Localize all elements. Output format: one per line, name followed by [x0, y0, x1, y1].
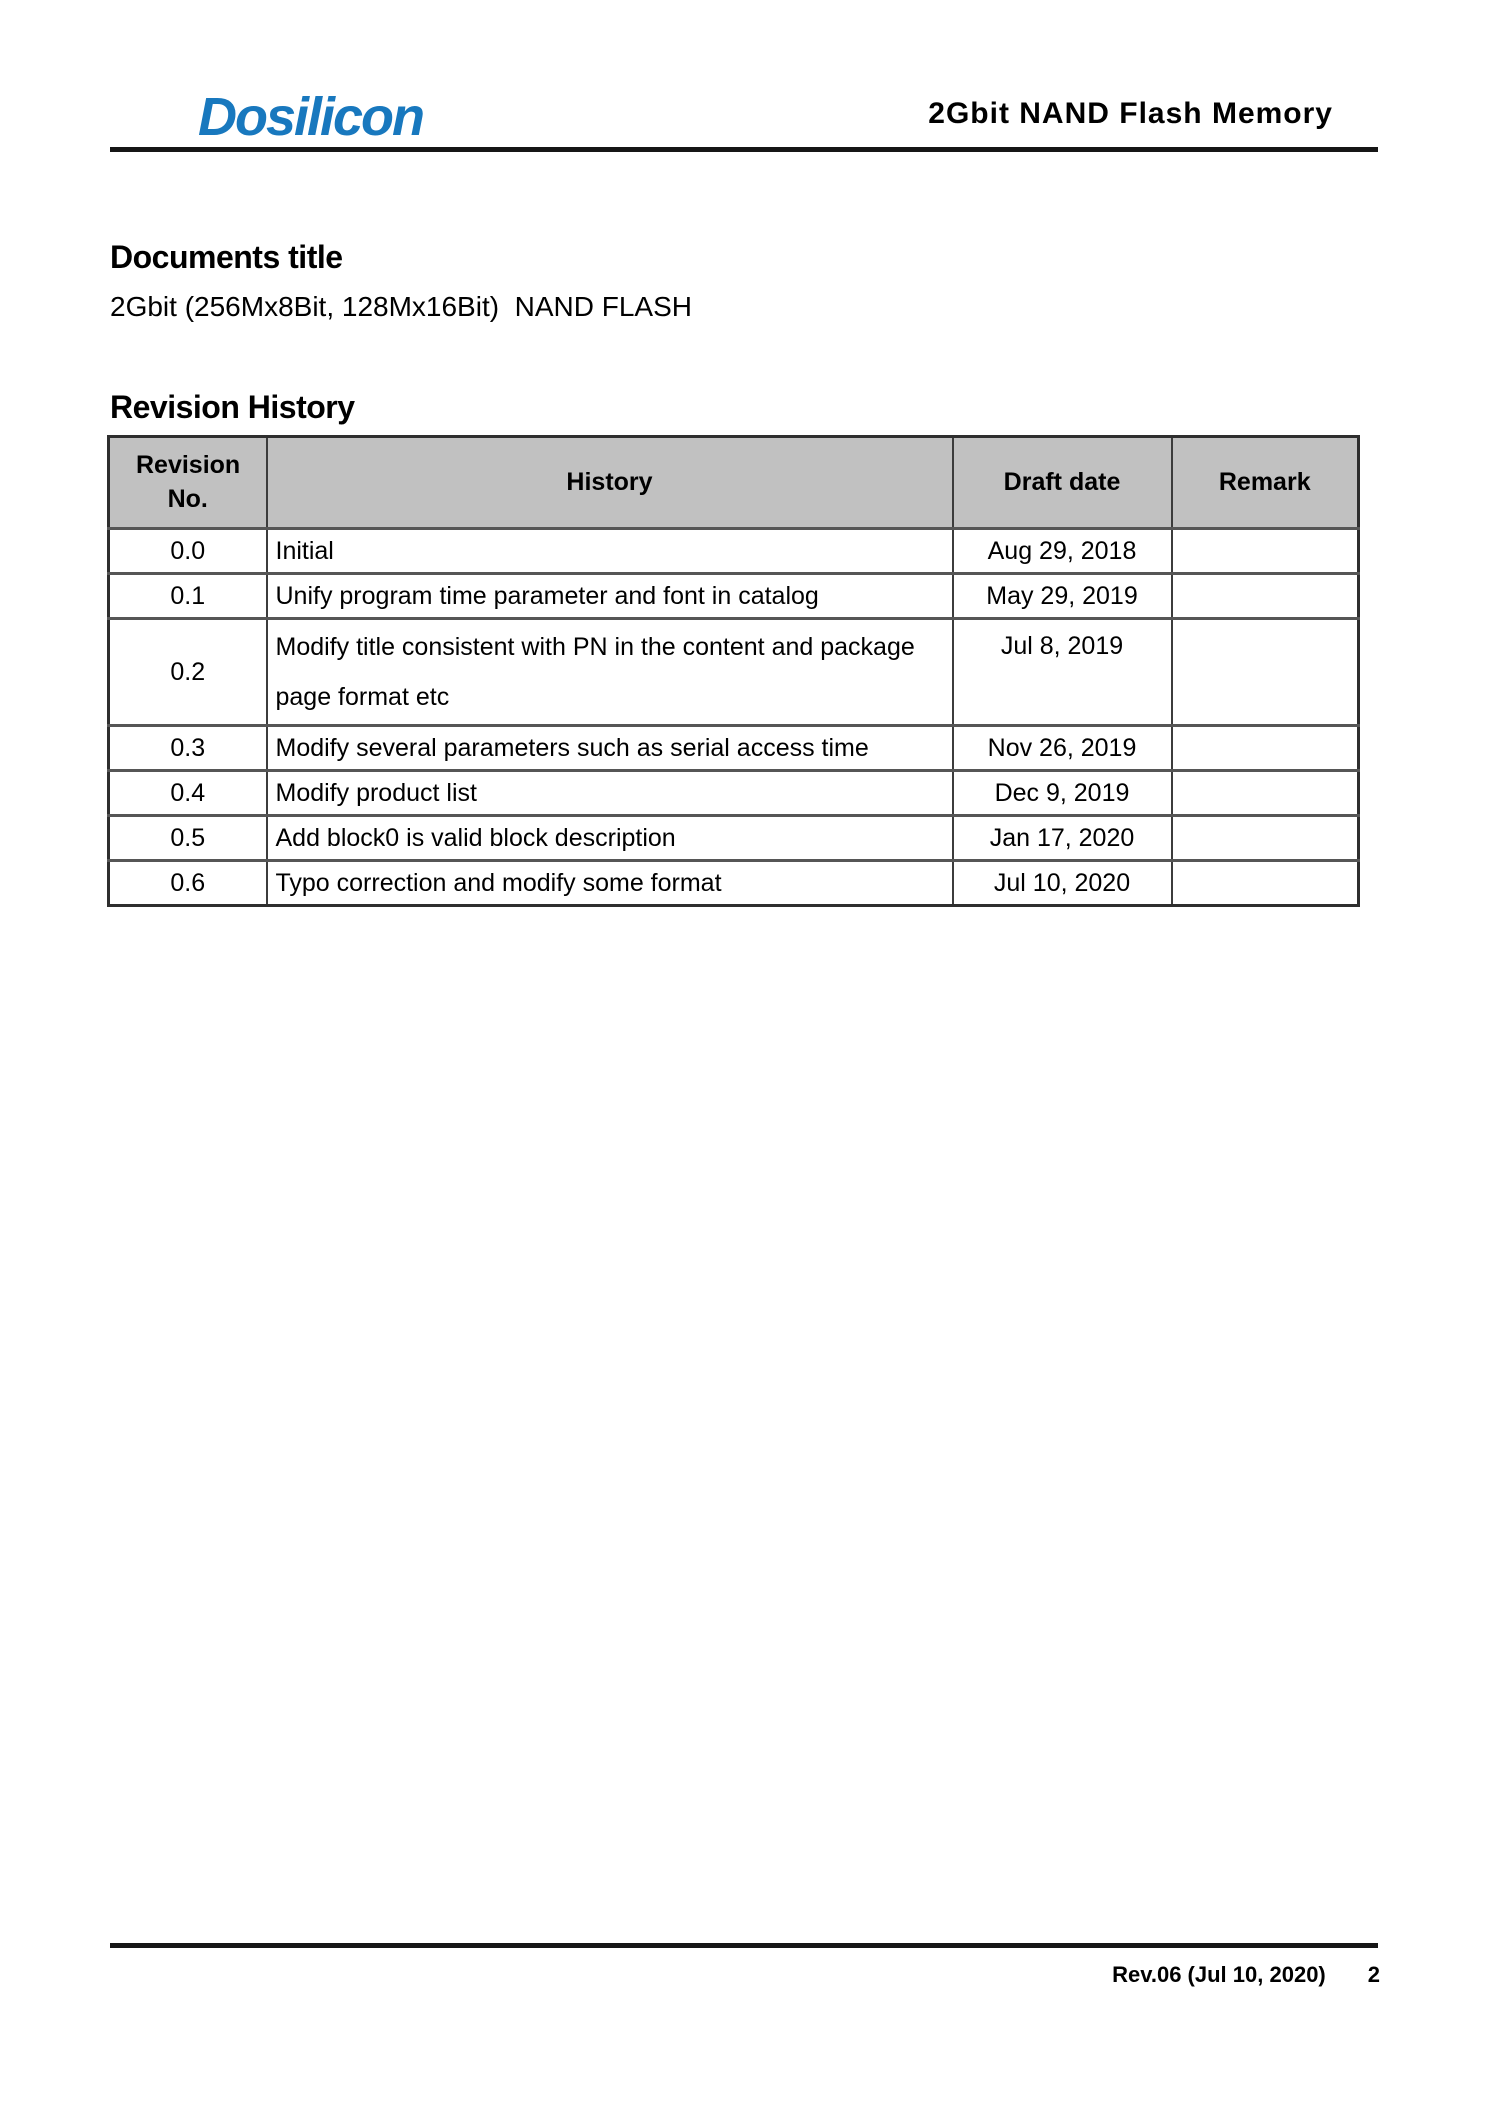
draft-date-cell: Jul 10, 2020 — [953, 861, 1172, 906]
draft-date-cell: Nov 26, 2019 — [953, 726, 1172, 771]
remark-cell — [1172, 861, 1359, 906]
column-header-draft-date: Draft date — [953, 437, 1172, 529]
page-footer — [1112, 1962, 1380, 1988]
remark-cell — [1172, 619, 1359, 726]
remark-cell — [1172, 726, 1359, 771]
revision-no-cell: 0.3 — [109, 726, 267, 771]
footer-rule — [110, 1943, 1378, 1948]
draft-date-cell: Aug 29, 2018 — [953, 529, 1172, 574]
remark-cell — [1172, 529, 1359, 574]
header-rule — [110, 147, 1378, 152]
revision-no-cell: 0.6 — [109, 861, 267, 906]
column-header-remark: Remark — [1172, 437, 1359, 529]
draft-date-cell: Dec 9, 2019 — [953, 771, 1172, 816]
table-header-row — [109, 437, 1359, 529]
remark-cell — [1172, 574, 1359, 619]
draft-date-cell: Jul 8, 2019 — [953, 619, 1172, 726]
revision-history-heading: Revision History — [110, 389, 355, 425]
table-row — [109, 771, 1359, 816]
draft-date-cell: May 29, 2019 — [953, 574, 1172, 619]
table-row — [109, 619, 1359, 726]
history-cell: Modify title consistent with PN in the content and package page format etc — [267, 619, 953, 726]
history-cell: Modify product list — [267, 771, 953, 816]
history-cell: Unify program time parameter and font in catalog — [267, 574, 953, 619]
table-row — [109, 861, 1359, 906]
footer-revision-text: Rev.06 (Jul 10, 2020) — [1112, 1962, 1326, 1987]
history-cell: Modify several parameters such as serial access time — [267, 726, 953, 771]
table-row — [109, 574, 1359, 619]
column-header-history: History — [267, 437, 953, 529]
table-row — [109, 529, 1359, 574]
remark-cell — [1172, 771, 1359, 816]
history-cell: Typo correction and modify some format — [267, 861, 953, 906]
history-cell: Add block0 is valid block description — [267, 816, 953, 861]
revision-history-table — [107, 435, 1360, 907]
revision-no-cell: 0.0 — [109, 529, 267, 574]
revision-no-cell: 0.2 — [109, 619, 267, 726]
revision-no-cell: 0.1 — [109, 574, 267, 619]
document-header-title: 2Gbit NAND Flash Memory — [928, 97, 1333, 130]
table-row — [109, 816, 1359, 861]
documents-title-heading: Documents title — [110, 239, 343, 275]
draft-date-cell: Jan 17, 2020 — [953, 816, 1172, 861]
documents-title-subtitle: 2Gbit (256Mx8Bit, 128Mx16Bit) NAND FLASH — [110, 291, 692, 322]
dosilicon-logo: Dosilicon — [198, 87, 424, 147]
revision-no-cell: 0.4 — [109, 771, 267, 816]
remark-cell — [1172, 816, 1359, 861]
page-number: 2 — [1367, 1962, 1380, 1987]
revision-no-cell: 0.5 — [109, 816, 267, 861]
history-cell: Initial — [267, 529, 953, 574]
column-header-revision-no: Revision No. — [109, 437, 267, 529]
table-row — [109, 726, 1359, 771]
